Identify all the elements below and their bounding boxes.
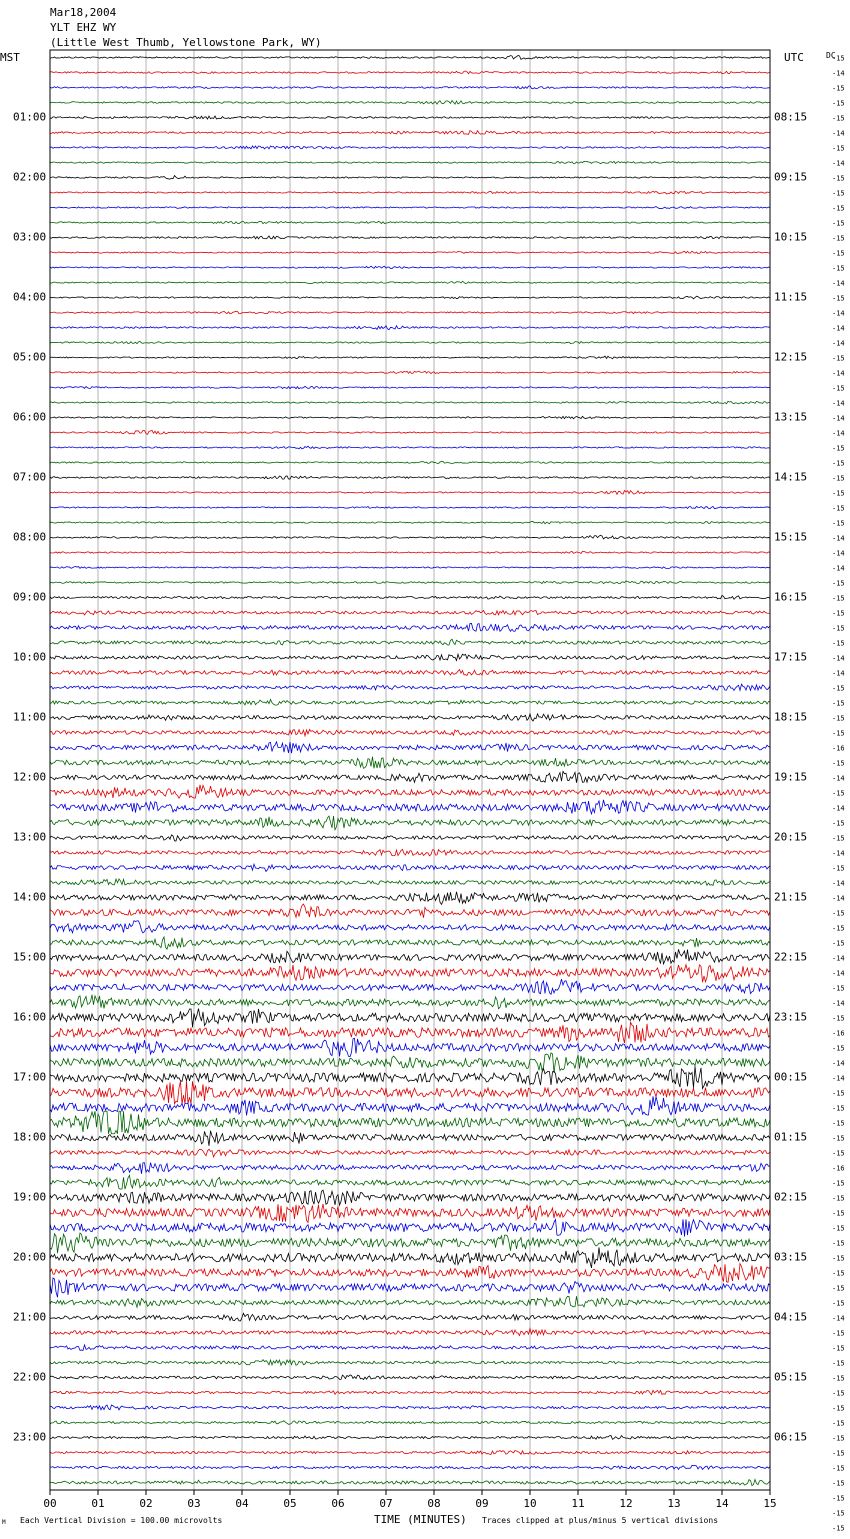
right-hour-label: 17:15	[774, 650, 808, 664]
dc-offset-label: -15	[832, 219, 845, 228]
dc-offset-label: -15	[832, 1509, 845, 1518]
dc-offset-label: -15	[832, 1044, 845, 1053]
trace-line	[50, 311, 770, 314]
right-hour-label: 10:15	[774, 230, 808, 244]
x-tick-label: 10	[523, 1497, 537, 1510]
trace-line	[50, 1111, 770, 1134]
trace-line	[50, 1219, 770, 1236]
dc-offset-label: -14	[832, 669, 845, 678]
x-tick-label: 07	[379, 1497, 393, 1510]
dc-offset-label: -15	[832, 1179, 845, 1188]
dc-offset-label: -15	[832, 759, 845, 768]
left-hour-label: 12:00	[13, 770, 47, 784]
trace-line	[50, 742, 770, 753]
x-tick-label: 04	[235, 1497, 249, 1510]
trace-line	[50, 161, 770, 163]
trace-line	[50, 1390, 770, 1394]
trace-line	[50, 490, 770, 494]
dc-offset-label: -14	[832, 309, 845, 318]
trace-line	[50, 921, 770, 933]
dc-offset-label: -14	[832, 534, 845, 543]
trace-line	[50, 849, 770, 855]
dc-offset-label: -15	[832, 1419, 845, 1428]
trace-line	[50, 551, 770, 553]
right-hour-label: 20:15	[774, 830, 808, 844]
dc-offset-label: -15	[832, 909, 845, 918]
dc-offset-label: -15	[832, 699, 845, 708]
trace-line	[50, 965, 770, 983]
trace-line	[50, 937, 770, 949]
right-hour-label: 18:15	[774, 710, 808, 724]
left-hour-label: 03:00	[13, 230, 47, 244]
dc-offset-label: -15	[832, 249, 845, 258]
dc-offset-label: -14	[832, 549, 845, 558]
dc-offset-label: -15	[832, 1014, 845, 1023]
plot-frame	[50, 50, 770, 1490]
dc-offset-label: -15	[832, 1359, 845, 1368]
dc-offset-labels	[832, 55, 845, 1535]
left-hour-label: 19:00	[13, 1190, 47, 1204]
dc-offset-label: -15	[832, 519, 845, 528]
dc-offset-label: -15	[832, 1329, 845, 1338]
dc-offset-label: -14	[832, 879, 845, 888]
trace-line	[50, 1190, 770, 1205]
x-tick-label: 06	[331, 1497, 345, 1510]
right-hour-label: 06:15	[774, 1430, 808, 1444]
trace-line	[50, 684, 770, 690]
dc-offset-label: -15	[832, 984, 845, 993]
trace-line	[50, 416, 770, 418]
trace-line	[50, 1053, 770, 1073]
dc-offset-label: -14	[832, 954, 845, 963]
dc-offset-label: -15	[832, 474, 845, 483]
trace-line	[50, 446, 770, 449]
dc-offset-label: -15	[832, 834, 845, 843]
dc-offset-label: -15	[832, 384, 845, 393]
right-hour-label: 11:15	[774, 290, 808, 304]
dc-offset-label: -14	[832, 339, 845, 348]
trace-line	[50, 785, 770, 798]
right-hour-label: 09:15	[774, 170, 808, 184]
x-tick-label: 12	[619, 1497, 633, 1510]
right-hour-label: 19:15	[774, 770, 808, 784]
trace-line	[50, 266, 770, 268]
dc-offset-label: -15	[832, 1524, 845, 1533]
right-hour-label: 00:15	[774, 1070, 808, 1084]
x-tick-label: 13	[667, 1497, 681, 1510]
trace-rows	[50, 55, 770, 1485]
trace-line	[50, 623, 770, 631]
trace-line	[50, 995, 770, 1009]
right-hour-label: 21:15	[774, 890, 808, 904]
trace-line	[50, 892, 770, 905]
trace-line	[50, 654, 770, 660]
trace-line	[50, 116, 770, 119]
dc-offset-label: -15	[832, 924, 845, 933]
dc-offset-label: -14	[832, 1059, 845, 1068]
dc-offset-label: -15	[832, 1299, 845, 1308]
x-tick-label: 11	[571, 1497, 585, 1510]
dc-offset-label: -15	[832, 1344, 845, 1353]
dc-offset-label: -15	[832, 624, 845, 633]
trace-line	[50, 476, 770, 479]
right-hour-label: 15:15	[774, 530, 808, 544]
trace-line	[50, 146, 770, 149]
left-hour-label: 05:00	[13, 350, 47, 364]
trace-line	[50, 1264, 770, 1283]
trace-line	[50, 771, 770, 782]
trace-line	[50, 904, 770, 918]
dc-offset-label: -14	[832, 399, 845, 408]
dc-offset-label: -14	[832, 1314, 845, 1323]
trace-line	[50, 610, 770, 614]
dc-offset-label: -14	[832, 804, 845, 813]
left-hour-label: 17:00	[13, 1070, 47, 1084]
dc-offset-label: -16	[832, 1164, 845, 1173]
x-tick-label: 08	[427, 1497, 441, 1510]
dc-offset-label: -15	[832, 1434, 845, 1443]
dc-offset-label: -15	[832, 1269, 845, 1278]
dc-offset-label: -15	[832, 864, 845, 873]
dc-offset-label: -16	[832, 744, 845, 753]
dc-offset-label: -15	[832, 444, 845, 453]
left-hour-label: 07:00	[13, 470, 47, 484]
header-station: YLT EHZ WY	[50, 21, 117, 34]
dc-offset-label: -15	[832, 1194, 845, 1203]
trace-line	[50, 1480, 770, 1486]
trace-line	[50, 864, 770, 871]
dc-offset-label: -14	[832, 999, 845, 1008]
trace-line	[50, 1233, 770, 1253]
left-hour-labels	[13, 111, 46, 1444]
trace-line	[50, 506, 770, 508]
dc-offset-label: -14	[832, 414, 845, 423]
dc-offset-label: -15	[832, 789, 845, 798]
trace-line	[50, 1450, 770, 1454]
trace-line	[50, 281, 770, 283]
trace-line	[50, 1375, 770, 1380]
dc-offset-label: -15	[832, 939, 845, 948]
trace-line	[50, 1163, 770, 1174]
trace-line	[50, 341, 770, 343]
x-tick-label: 05	[283, 1497, 297, 1510]
dc-offset-label: -15	[832, 1404, 845, 1413]
dc-label: DC	[826, 51, 836, 60]
trace-line	[50, 1360, 770, 1366]
dc-offset-label: -15	[832, 204, 845, 213]
dc-offset-label: -15	[832, 1449, 845, 1458]
dc-offset-label: -14	[832, 564, 845, 573]
trace-line	[50, 1081, 770, 1104]
right-timezone-label: UTC	[784, 51, 804, 64]
right-hour-label: 14:15	[774, 470, 808, 484]
dc-offset-label: -15	[832, 729, 845, 738]
dc-offset-label: -14	[832, 429, 845, 438]
x-tick-label: 14	[715, 1497, 729, 1510]
dc-offset-label: -15	[832, 1209, 845, 1218]
left-hour-label: 10:00	[13, 650, 47, 664]
dc-offset-label: -15	[832, 294, 845, 303]
dc-offset-label: -14	[832, 654, 845, 663]
dc-offset-label: -15	[832, 84, 845, 93]
left-hour-label: 18:00	[13, 1130, 47, 1144]
right-hour-label: 02:15	[774, 1190, 808, 1204]
trace-line	[50, 326, 770, 330]
left-hour-label: 06:00	[13, 410, 47, 424]
trace-line	[50, 191, 770, 194]
trace-line	[50, 714, 770, 721]
trace-line	[50, 670, 770, 676]
right-hour-label: 22:15	[774, 950, 808, 964]
dc-offset-label: -15	[832, 1374, 845, 1383]
right-hour-label: 08:15	[774, 110, 808, 124]
right-hour-label: 23:15	[774, 1010, 808, 1024]
left-hour-label: 04:00	[13, 290, 47, 304]
dc-offset-label: -15	[832, 639, 845, 648]
dc-offset-label: -15	[832, 579, 845, 588]
trace-line	[50, 1149, 770, 1157]
trace-line	[50, 221, 770, 223]
right-hour-labels	[774, 111, 807, 1444]
dc-offset-label: -14	[832, 129, 845, 138]
left-timezone-label: MST	[0, 51, 20, 64]
trace-line	[50, 1436, 770, 1440]
dc-offset-label: -15	[832, 594, 845, 603]
dc-offset-label: -14	[832, 69, 845, 78]
dc-offset-label: -15	[832, 1224, 845, 1233]
dc-offset-label: -15	[832, 684, 845, 693]
dc-offset-label: -15	[832, 1464, 845, 1473]
dc-offset-label: -14	[832, 324, 845, 333]
trace-line	[50, 86, 770, 89]
dc-offset-label: -15	[832, 1479, 845, 1488]
trace-line	[50, 949, 770, 964]
dc-offset-label: -14	[832, 1074, 845, 1083]
trace-line	[50, 101, 770, 105]
trace-line	[50, 639, 770, 645]
x-tick-label: 00	[43, 1497, 57, 1510]
trace-line	[50, 729, 770, 735]
left-hour-label: 14:00	[13, 890, 47, 904]
dc-offset-label: -15	[832, 459, 845, 468]
trace-line	[50, 236, 770, 239]
trace-line	[50, 131, 770, 135]
dc-offset-label: -15	[832, 1089, 845, 1098]
left-hour-label: 20:00	[13, 1250, 47, 1264]
trace-line	[50, 800, 770, 814]
right-hour-label: 16:15	[774, 590, 808, 604]
dc-offset-label: -15	[832, 1494, 845, 1503]
dc-offset-label: -14	[832, 159, 845, 168]
trace-line	[50, 581, 770, 584]
dc-offset-label: -15	[832, 99, 845, 108]
trace-line	[50, 816, 770, 830]
trace-line	[50, 1131, 770, 1146]
left-hour-label: 22:00	[13, 1370, 47, 1384]
dc-offset-label: -14	[832, 969, 845, 978]
trace-line	[50, 1066, 770, 1088]
header-date: Mar18,2004	[50, 6, 117, 19]
right-hour-label: 13:15	[774, 410, 808, 424]
dc-offset-label: -15	[832, 504, 845, 513]
dc-offset-label: -14	[832, 279, 845, 288]
trace-line	[50, 207, 770, 209]
trace-line	[50, 1175, 770, 1189]
trace-line	[50, 1204, 770, 1222]
left-hour-label: 01:00	[13, 110, 47, 124]
trace-line	[50, 386, 770, 388]
left-hour-label: 23:00	[13, 1430, 47, 1444]
left-hour-label: 08:00	[13, 530, 47, 544]
trace-line	[50, 55, 770, 59]
trace-line	[50, 1038, 770, 1057]
dc-offset-label: -14	[832, 894, 845, 903]
x-tick-label: 03	[187, 1497, 201, 1510]
left-hour-label: 16:00	[13, 1010, 47, 1024]
dc-offset-label: -15	[832, 1284, 845, 1293]
left-hour-label: 11:00	[13, 710, 47, 724]
dc-offset-label: -15	[832, 1119, 845, 1128]
scale-note: Each Vertical Division = 100.00 microvolts	[20, 1516, 223, 1525]
right-hour-label: 05:15	[774, 1370, 808, 1384]
dc-offset-label: -15	[832, 264, 845, 273]
header-location: (Little West Thumb, Yellowstone Park, WY)	[50, 36, 322, 49]
trace-line	[50, 401, 770, 404]
right-hour-label: 04:15	[774, 1310, 808, 1324]
dc-offset-label: -15	[832, 714, 845, 723]
dc-offset-label: -15	[832, 144, 845, 153]
trace-line	[50, 1329, 770, 1336]
time-grid	[50, 50, 770, 1490]
trace-line	[50, 1421, 770, 1425]
dc-offset-label: -14	[832, 774, 845, 783]
right-hour-label: 12:15	[774, 350, 808, 364]
trace-line	[50, 566, 770, 568]
trace-line	[50, 430, 770, 434]
dc-offset-label: -14	[832, 849, 845, 858]
trace-line	[50, 595, 770, 599]
trace-line	[50, 251, 770, 253]
trace-line	[50, 296, 770, 299]
x-tick-label: 01	[91, 1497, 105, 1510]
trace-line	[50, 1009, 770, 1028]
dc-offset-label: -15	[832, 1254, 845, 1263]
dc-offset-label: -14	[832, 369, 845, 378]
dc-offset-label: -15	[832, 189, 845, 198]
trace-line	[50, 879, 770, 885]
trace-line	[50, 176, 770, 180]
x-axis-title: TIME (MINUTES)	[374, 1513, 467, 1526]
right-hour-label: 03:15	[774, 1250, 808, 1264]
dc-offset-label: -15	[832, 1389, 845, 1398]
dc-offset-label: -15	[832, 1149, 845, 1158]
clip-note: Traces clipped at plus/minus 5 vertical divisions	[482, 1516, 719, 1525]
dc-offset-label: -15	[832, 234, 845, 243]
trace-line	[50, 1345, 770, 1350]
left-hour-label: 15:00	[13, 950, 47, 964]
trace-line	[50, 535, 770, 539]
trace-line	[50, 979, 770, 994]
dc-offset-label: -15	[832, 114, 845, 123]
trace-line	[50, 1278, 770, 1297]
trace-line	[50, 1096, 770, 1115]
trace-line	[50, 835, 770, 841]
trace-line	[50, 356, 770, 359]
dc-offset-label: -15	[832, 54, 845, 63]
right-hour-label: 01:15	[774, 1130, 808, 1144]
left-hour-label: 02:00	[13, 170, 47, 184]
trace-line	[50, 461, 770, 463]
trace-line	[50, 757, 770, 769]
dc-offset-label: -15	[832, 1239, 845, 1248]
trace-line	[50, 1405, 770, 1410]
dc-offset-label: -15	[832, 1104, 845, 1113]
dc-offset-label: -16	[832, 1029, 845, 1038]
x-tick-label: 15	[763, 1497, 777, 1510]
trace-line	[50, 371, 770, 373]
left-hour-label: 13:00	[13, 830, 47, 844]
trace-line	[50, 71, 770, 74]
x-tick-label: 09	[475, 1497, 489, 1510]
dc-offset-label: -15	[832, 819, 845, 828]
dc-offset-label: -15	[832, 1134, 845, 1143]
dc-offset-label: -15	[832, 354, 845, 363]
trace-line	[50, 1465, 770, 1469]
left-hour-label: 21:00	[13, 1310, 47, 1324]
trace-line	[50, 1247, 770, 1268]
dc-offset-label: -15	[832, 609, 845, 618]
trace-line	[50, 1022, 770, 1043]
corner-mark: M	[2, 1519, 6, 1526]
trace-line	[50, 521, 770, 523]
trace-line	[50, 1296, 770, 1307]
trace-line	[50, 699, 770, 705]
trace-line	[50, 1313, 770, 1321]
x-tick-label: 02	[139, 1497, 153, 1510]
dc-offset-label: -15	[832, 489, 845, 498]
dc-offset-label: -15	[832, 174, 845, 183]
left-hour-label: 09:00	[13, 590, 47, 604]
x-axis	[43, 1490, 776, 1510]
